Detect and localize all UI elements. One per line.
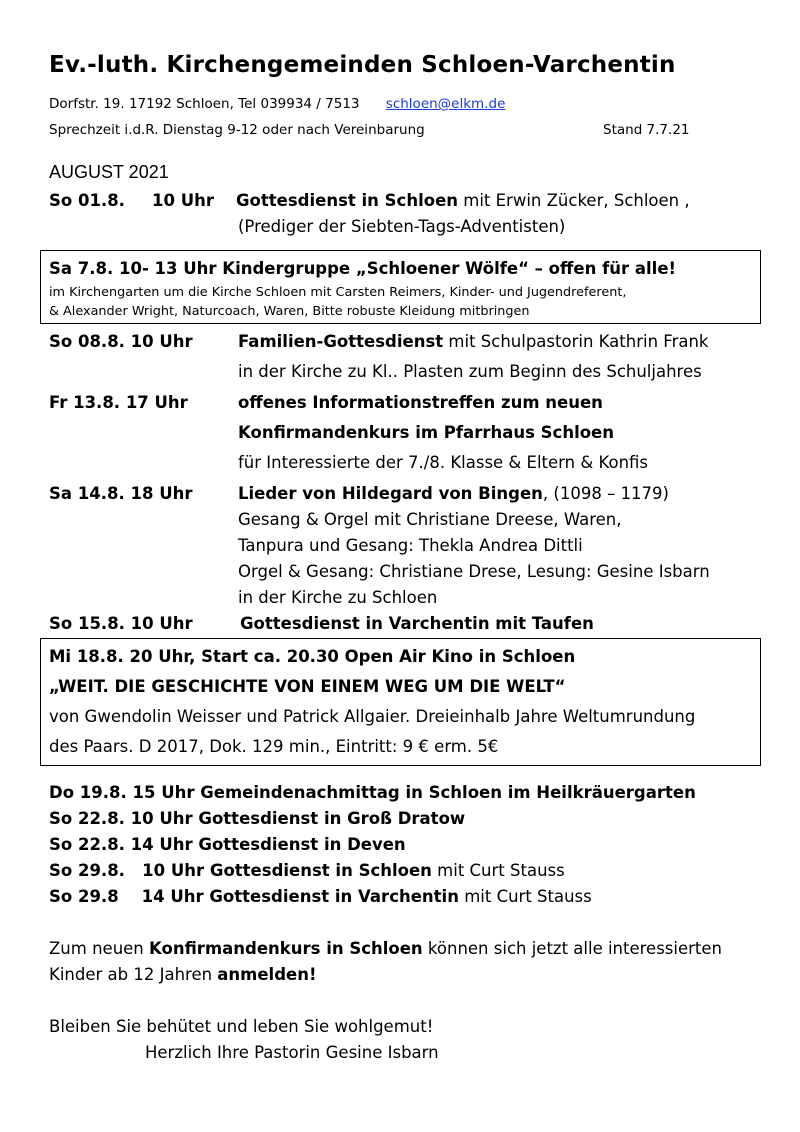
address-line xyxy=(49,96,505,112)
event-date: So 01.8. xyxy=(49,191,125,210)
list-item-main: So 29.8. 10 Uhr Gottesdienst in Schloen xyxy=(49,861,432,880)
event-detail: Gesang & Orgel mit Christiane Dreese, Waren, xyxy=(238,510,622,529)
list-item-main: So 22.8. 10 Uhr Gottesdienst in Groß Dratow xyxy=(49,809,466,828)
notice-line xyxy=(49,939,722,958)
month-heading: AUGUST 2021 xyxy=(49,162,169,182)
event-title: Gottesdienst in Schloen xyxy=(236,191,459,210)
event-title: Gottesdienst in Varchentin mit Taufen xyxy=(240,614,594,633)
event-date: Fr 13.8. 17 Uhr xyxy=(49,393,188,412)
kids-detail: im Kirchengarten um die Kirche Schloen mit Carsten Reimers, Kinder- und Jugendreferent, xyxy=(49,285,627,300)
list-item-detail: mit Curt Stauss xyxy=(431,861,565,880)
event-date: So 15.8. 10 Uhr xyxy=(49,614,193,633)
event-detail: mit Schulpastorin Kathrin Frank xyxy=(443,332,709,351)
event-title: offenes Informationstreffen zum neuen xyxy=(238,393,603,412)
cinema-detail: von Gwendolin Weisser und Patrick Allgaier. Dreieinhalb Jahre Weltumrundung xyxy=(49,707,696,726)
event-detail: , (1098 – 1179) xyxy=(542,484,669,503)
notice-text: können sich jetzt alle interessierten xyxy=(422,939,722,958)
list-item xyxy=(49,809,465,828)
notice-line xyxy=(49,965,317,984)
kids-detail: & Alexander Wright, Naturcoach, Waren, Bitte robuste Kleidung mitbringen xyxy=(49,304,530,319)
list-item xyxy=(49,783,696,802)
address: Dorfstr. 19. 17192 Schloen, Tel 039934 / 7513 xyxy=(49,96,360,112)
event-detail: Orgel & Gesang: Christiane Drese, Lesung: Gesine Isbarn xyxy=(238,562,710,581)
event-line xyxy=(236,191,690,210)
cinema-heading: Mi 18.8. 20 Uhr, Start ca. 20.30 Open Air Kino in Schloen xyxy=(49,647,576,666)
event-title: Konfirmandenkurs im Pfarrhaus Schloen xyxy=(238,423,614,442)
event-date: So 08.8. 10 Uhr xyxy=(49,332,193,351)
event-line xyxy=(238,332,709,351)
event-detail: für Interessierte der 7./8. Klasse & Eltern & Konfis xyxy=(238,453,649,472)
closing-greeting: Bleiben Sie behütet und leben Sie wohlgemut! xyxy=(49,1017,434,1036)
notice-text: Zum neuen xyxy=(49,939,149,958)
email-link[interactable]: schloen@elkm.de xyxy=(385,96,506,112)
event-detail: in der Kirche zu Schloen xyxy=(238,588,438,607)
event-line xyxy=(238,484,669,503)
event-time: 10 Uhr xyxy=(152,191,214,210)
cinema-detail: des Paars. D 2017, Dok. 129 min., Eintritt: 9 € erm. 5€ xyxy=(49,737,499,756)
event-line xyxy=(152,191,214,210)
notice-text: Kinder ab 12 Jahren xyxy=(49,965,218,984)
event-date: Sa 14.8. 18 Uhr xyxy=(49,484,193,503)
list-item xyxy=(49,861,565,880)
closing-signature: Herzlich Ihre Pastorin Gesine Isbarn xyxy=(145,1043,439,1062)
list-item-detail: mit Curt Stauss xyxy=(458,887,592,906)
status-date: Stand 7.7.21 xyxy=(603,122,690,138)
list-item-main: So 29.8 14 Uhr Gottesdienst in Varchentin xyxy=(49,887,459,906)
event-detail: mit Erwin Zücker, Schloen , xyxy=(458,191,690,210)
film-title: „WEIT. DIE GESCHICHTE VON EINEM WEG UM DIE WELT“ xyxy=(49,677,566,696)
page-title: Ev.-luth. Kirchengemeinden Schloen-Varchentin xyxy=(49,52,676,78)
event-detail: Tanpura und Gesang: Thekla Andrea Dittli xyxy=(238,536,583,555)
event-title: Familien-Gottesdienst xyxy=(238,332,444,351)
event-line xyxy=(49,191,125,210)
list-item-main: So 22.8. 14 Uhr Gottesdienst in Deven xyxy=(49,835,406,854)
event-title: Lieder von Hildegard von Bingen xyxy=(238,484,543,503)
notice-emphasis: anmelden! xyxy=(217,965,317,984)
office-hours: Sprechzeit i.d.R. Dienstag 9-12 oder nach Vereinbarung xyxy=(49,122,425,138)
list-item xyxy=(49,835,406,854)
kids-heading: Sa 7.8. 10- 13 Uhr Kindergruppe „Schloener Wölfe“ – offen für alle! xyxy=(49,259,677,278)
list-item xyxy=(49,887,592,906)
notice-emphasis: Konfirmandenkurs in Schloen xyxy=(149,939,423,958)
event-detail: in der Kirche zu Kl.. Plasten zum Beginn des Schuljahres xyxy=(238,362,702,381)
event-detail: (Prediger der Siebten-Tags-Adventisten) xyxy=(238,217,566,236)
list-item-main: Do 19.8. 15 Uhr Gemeindenachmittag in Schloen im Heilkräuergarten xyxy=(49,783,696,802)
